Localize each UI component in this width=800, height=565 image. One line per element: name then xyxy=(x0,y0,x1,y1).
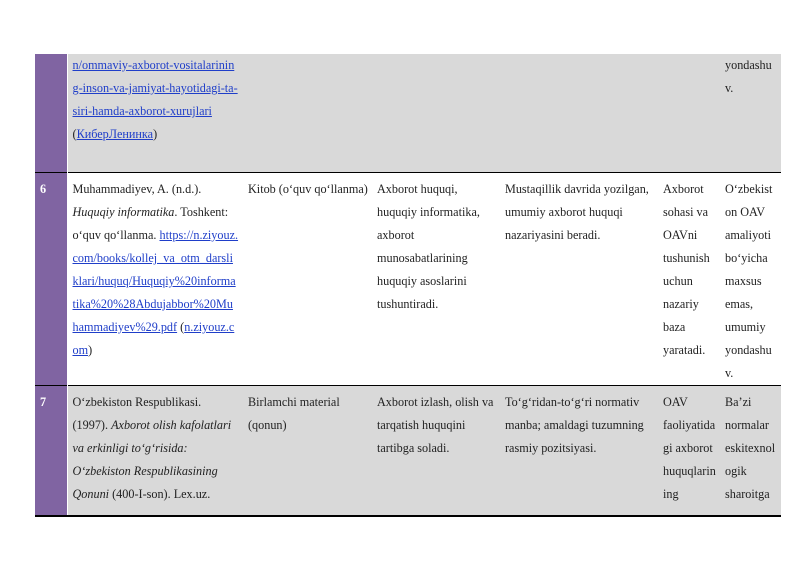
reference-title: Axborot olish kafolatlari va erkinligi to‘g‘risida: O‘zbekiston Respublikasining Qonuni xyxy=(72,418,232,501)
note-cell: O‘zbekiston OAV amaliyoti bo‘yicha maxsus emas, umumiy yondashuv. xyxy=(720,173,781,386)
scope-cell: OAV faoliyatidagi axborot huquqlarining xyxy=(658,386,720,517)
content-cell: Axborot izlash, olish va tarqatish huquqini tartibga soladi. xyxy=(372,386,500,517)
note-cell: yondashuv. xyxy=(720,54,781,173)
reference-url-link[interactable]: n/ommaviy-axborot-vositalarining-inson-va-jamiyat-hayotidagi-ta-siri-hamda-axborot-xurujlari xyxy=(72,58,238,118)
scope-cell xyxy=(658,54,720,173)
table-row xyxy=(35,54,781,173)
content-cell xyxy=(372,54,500,173)
content-cell: Axborot huquqi, huquqiy informatika, axborot munosabatlarining huquqiy asoslarini tushuntiradi. xyxy=(372,173,500,386)
role-cell xyxy=(500,54,658,173)
type-cell xyxy=(243,54,372,173)
note-cell: Ba’zi normalar eskitexnologik sharoitga xyxy=(720,386,781,517)
reference-cell: n/ommaviy-axborot-vositalarining-inson-va-jamiyat-hayotidagi-ta-siri-hamda-axborot-xurujlari (КиберЛенинка) xyxy=(67,54,243,173)
reference-title: Huquqiy informatika xyxy=(72,205,175,219)
reference-source-link[interactable]: КиберЛенинка xyxy=(76,127,154,141)
reference-publisher: . Toshkent: o‘quv qo‘llanma. xyxy=(72,205,229,242)
reference-source-link[interactable]: n.ziyouz.com xyxy=(72,320,235,357)
table-row xyxy=(35,386,781,517)
reference-cell xyxy=(67,386,243,517)
type-cell: Kitob (o‘quv qo‘llanma) xyxy=(243,173,372,386)
scope-cell: Axborot sohasi va OAVni tushunish uchun nazariy baza yaratadi. xyxy=(658,173,720,386)
reference-publisher: (400-I-son). Lex.uz. xyxy=(109,487,211,501)
type-cell: Birlamchi material (qonun) xyxy=(243,386,372,517)
role-cell: To‘g‘ridan-to‘g‘ri normativ manba; amaldagi tuzumning rasmiy pozitsiyasi. xyxy=(500,386,658,517)
bibliography-table xyxy=(35,54,781,517)
row-number: 6 xyxy=(35,173,67,386)
reference-authors: Muhammadiyev, A. (n.d.). xyxy=(72,182,202,196)
row-number: 7 xyxy=(35,386,67,517)
row-number xyxy=(35,54,67,173)
table-row xyxy=(35,173,781,386)
reference-authors: O‘zbekiston Respublikasi. (1997). xyxy=(72,395,202,432)
reference-cell: Muhammadiyev, A. (n.d.). Huquqiy informatika. Toshkent: o‘quv qo‘llanma. https://n.ziyouz.com/books/kollej_va_otm_darsliklari/huquq/Huquqiy%20informatika%20%28Abdujabbor%20Muhammadiyev%29.pdf (n.ziyouz.com) xyxy=(67,173,243,386)
role-cell: Mustaqillik davrida yozilgan, umumiy axborot huquqi nazariyasini beradi. xyxy=(500,173,658,386)
reference-url-link[interactable]: https://n.ziyouz.com/books/kollej_va_otm_darsliklari/huquq/Huquqiy%20informatika%20%28Abdujabbor%20Muhammadiyev%29.pdf xyxy=(72,228,239,334)
